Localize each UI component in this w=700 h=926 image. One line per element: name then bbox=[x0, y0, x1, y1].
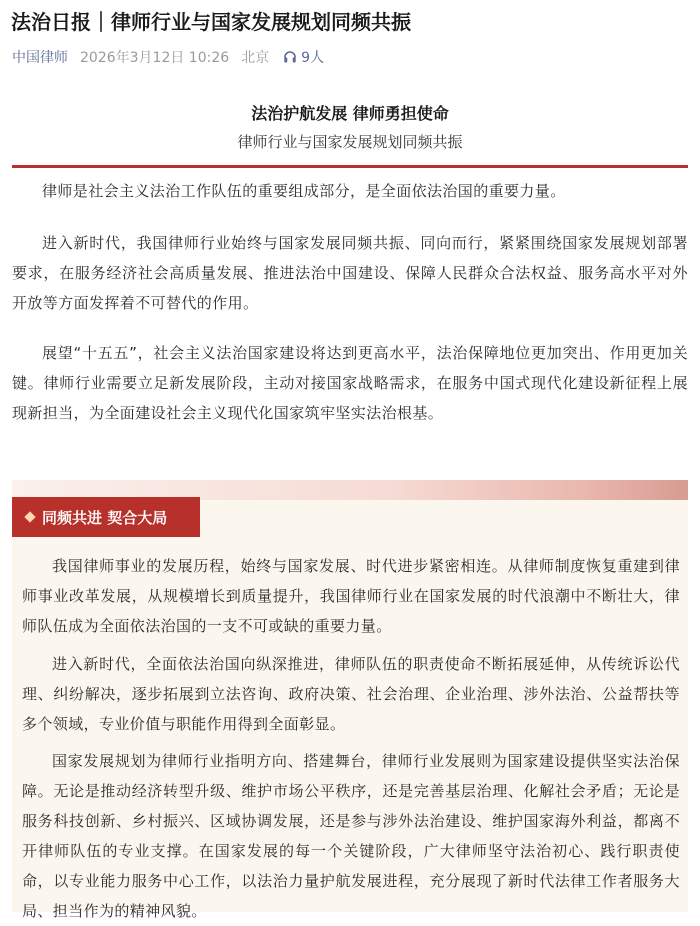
article-title: 法治日报｜律师行业与国家发展规划同频共振 bbox=[11, 10, 411, 34]
divider bbox=[12, 165, 688, 168]
publish-location: 北京 bbox=[241, 50, 270, 66]
intro-paragraph-3: 展望“十五五”，社会主义法治国家建设将达到更高水平，法治保障地位更加突出、作用更加关键。律师行业需要立足新发展阶段，主动对接国家战略需求，在服务中国式现代化建设新征程上展现新担当，为全面建设社会主义现代化国家筑牢坚实法治根基。 bbox=[12, 344, 688, 422]
section-heading-text: 同频共进 契合大局 bbox=[42, 508, 168, 527]
listener-count: 9人 bbox=[301, 50, 325, 66]
article-meta bbox=[12, 47, 324, 67]
section-paragraph-3: 国家发展规划为律师行业指明方向、搭建舞台，律师行业发展则为国家建设提供坚实法治保障。无论是推动经济转型升级、维护市场公平秩序，还是完善基层治理、化解社会矛盾；无论是服务科技创新、乡村振兴、区域协调发展，还是参与涉外法治建设、维护国家海外利益，都离不开律师队伍的专业支撑。在国家发展的每一个关键阶段，广大律师坚守法治初心、践行职责使命，以专业能力服务中心工作，以法治力量护航发展进程，充分展现了新时代法律工作者服务大局、担当作为的精神风貌。 bbox=[22, 752, 680, 920]
author-link[interactable]: 中国律师 bbox=[12, 50, 68, 66]
intro-paragraph-2: 进入新时代，我国律师行业始终与国家发展同频共振、同向而行，紧紧围绕国家发展规划部署要求，在服务经济社会高质量发展、推进法治中国建设、保障人民群众合法权益、服务高水平对外开放等方面发挥着不可替代的作用。 bbox=[12, 234, 688, 312]
section-paragraph-2: 进入新时代，全面依法治国向纵深推进，律师队伍的职责使命不断拓展延伸，从传统诉讼代理、纠纷解决，逐步拓展到立法咨询、政府决策、社会治理、企业治理、涉外法治、公益帮扶等多个领域，专业价值与职能作用得到全面彰显。 bbox=[22, 655, 680, 733]
headphones-icon bbox=[283, 50, 297, 64]
listen-button[interactable] bbox=[283, 47, 324, 67]
hero-title: 法治护航发展 律师勇担使命 bbox=[251, 104, 449, 123]
hero-subtitle: 律师行业与国家发展规划同频共振 bbox=[237, 133, 463, 151]
diamond-icon bbox=[24, 511, 35, 522]
intro-paragraph-1: 律师是社会主义法治工作队伍的重要组成部分，是全面依法治国的重要力量。 bbox=[42, 182, 566, 200]
section-heading bbox=[12, 497, 200, 537]
publish-date: 2026年3月12日 10:26 bbox=[80, 50, 230, 66]
section-paragraph-1: 我国律师事业的发展历程，始终与国家发展、时代进步紧密相连。从律师制度恢复重建到律师事业改革发展，从规模增长到质量提升，我国律师行业在国家发展的时代浪潮中不断壮大，律师队伍成为全面依法治国的一支不可或缺的重要力量。 bbox=[22, 557, 680, 635]
